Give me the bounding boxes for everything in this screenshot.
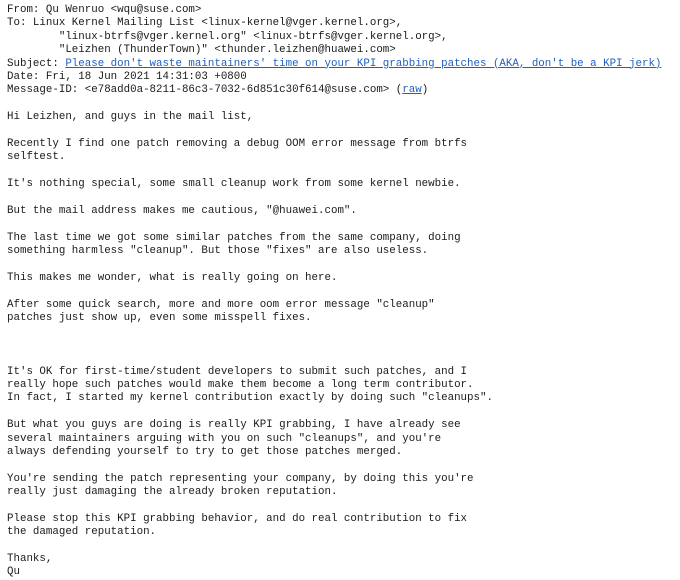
body-line: something harmless "cleanup". But those "fixes" are also useless. [7, 245, 429, 258]
body-line: always defending yourself to try to get those patches merged. [7, 445, 403, 458]
body-line [7, 339, 675, 352]
paragraph-spacer [7, 352, 675, 365]
to-line-1: To: Linux Kernel Mailing List <linux-kernel@vger.kernel.org>, [7, 17, 403, 30]
body-line: The last time we got some similar patches from the same company, doing [7, 231, 461, 244]
paragraph-spacer [7, 218, 675, 231]
body-line: But what you guys are doing is really KPI grabbing, I have already see [7, 419, 461, 432]
body-paragraph [7, 232, 675, 259]
body-line: After some quick search, more and more oom error message "cleanup" [7, 298, 435, 311]
body-paragraph [7, 366, 675, 406]
body-line: It's nothing special, some small cleanup work from some kernel newbie. [7, 178, 461, 191]
message-id-text: Message-ID: <e78add0a-8211-86c3-7032-6d851c30f614@suse.com> ( [7, 84, 403, 97]
from-line: From: Qu Wenruo <wqu@suse.com> [7, 4, 202, 16]
paragraph-spacer [7, 459, 675, 472]
email-header [7, 4, 675, 98]
body-line: Recently I find one patch removing a debug OOM error message from btrfs [7, 137, 468, 150]
body-paragraph [7, 473, 675, 500]
email-body [7, 111, 675, 580]
body-line: Qu [7, 566, 20, 579]
body-line: selftest. [7, 151, 66, 164]
body-line: several maintainers arguing with you on such "cleanups", and you're [7, 432, 442, 445]
body-paragraph [7, 111, 675, 124]
paragraph-spacer [7, 191, 675, 204]
subject-line [7, 58, 675, 71]
paragraph-spacer [7, 406, 675, 419]
paragraph-spacer [7, 540, 675, 553]
body-line: But the mail address makes me cautious, "@huawei.com". [7, 204, 357, 217]
body-line: You're sending the patch representing your company, by doing this you're [7, 472, 474, 485]
body-paragraph [7, 272, 675, 285]
body-line: In fact, I started my kernel contribution exactly by doing such "cleanups". [7, 392, 493, 405]
body-line: It's OK for first-time/student developers to submit such patches, and I [7, 365, 468, 378]
body-paragraph [7, 178, 675, 191]
subject-link[interactable]: Please don't waste maintainers' time on your KPI grabbing patches (AKA, don't be a KPI jerk) [65, 57, 662, 70]
body-paragraph [7, 205, 675, 218]
subject-prefix: Subject: [7, 57, 66, 70]
body-line: patches just show up, even some misspell fixes. [7, 311, 312, 324]
header-spacer [7, 98, 675, 111]
date-line: Date: Fri, 18 Jun 2021 14:31:03 +0800 [7, 70, 247, 83]
body-line: Thanks, [7, 553, 53, 566]
to-line-2: "linux-btrfs@vger.kernel.org" <linux-btrfs@vger.kernel.org>, [7, 30, 448, 43]
paragraph-spacer [7, 285, 675, 298]
to-line-3: "Leizhen (ThunderTown)" <thunder.leizhen@huawei.com> [7, 44, 396, 57]
body-paragraph [7, 513, 675, 540]
body-paragraph [7, 419, 675, 459]
body-line: Please stop this KPI grabbing behavior, and do real contribution to fix [7, 512, 468, 525]
body-paragraph [7, 553, 675, 580]
message-id-line [7, 84, 675, 97]
paragraph-spacer [7, 325, 675, 338]
paragraph-spacer [7, 125, 675, 138]
body-line: This makes me wonder, what is really going on here. [7, 271, 338, 284]
body-line: really just damaging the already broken reputation. [7, 486, 338, 499]
message-id-suffix: ) [421, 84, 429, 97]
paragraph-spacer [7, 499, 675, 512]
body-line: the damaged reputation. [7, 526, 157, 539]
body-line: really hope such patches would make them become a long term contributor. [7, 378, 474, 391]
raw-link[interactable]: raw [402, 84, 422, 97]
body-paragraph [7, 339, 675, 352]
paragraph-spacer [7, 258, 675, 271]
body-line: Hi Leizhen, and guys in the mail list, [7, 111, 254, 124]
paragraph-spacer [7, 165, 675, 178]
email-message [7, 4, 675, 580]
body-paragraph [7, 138, 675, 165]
body-paragraph [7, 299, 675, 326]
